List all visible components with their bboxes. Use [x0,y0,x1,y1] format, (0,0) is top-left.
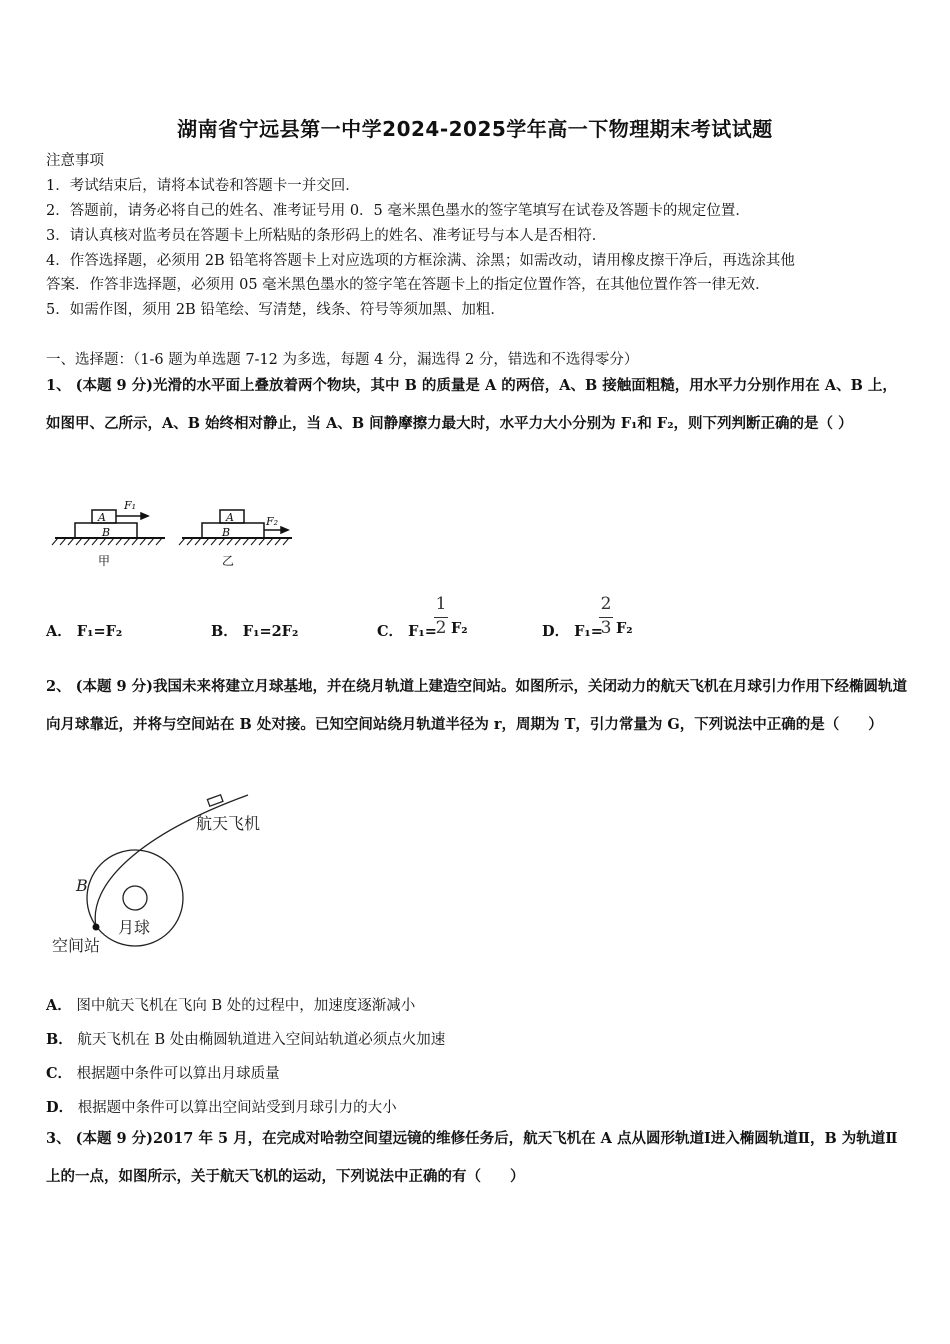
question-3-text: 3、 (本题 9 分)2017 年 5 月，在完成对哈勃空间望远镜的维修任务后，航天飞机在 A 点从圆形轨道Ⅰ进入椭圆轨道Ⅱ，B 为轨道Ⅱ上的一点，如图所示，关于航天飞机的运动，下列说法中正确的有（ ） [46,1130,898,1185]
notice-item: 2．答题前，请务必将自己的姓名、准考证号用 0．5 毫米黑色墨水的签字笔填写在试卷及答题卡的规定位置． [46,203,750,219]
label-a-yi: A [226,511,234,524]
label-station: 空间站 [52,936,101,955]
notice-item: 答案．作答非选择题，必须用 05 毫米黑色墨水的签字笔在答题卡上的指定位置作答，在其他位置作答一律无效． [46,277,770,293]
section-heading: 一、选择题：（1-6 题为单选题 7-12 为多选，每题 4 分，漏选得 2 分，错选和不选得零分） [46,352,639,368]
q2-option-d[interactable]: D． 根据题中条件可以算出空间站受到月球引力的大小 [46,1099,397,1116]
notice-item: 5．如需作图，须用 2B 铅笔绘、写清楚，线条、符号等须加黑、加粗． [46,302,505,318]
q1-option-d[interactable]: D． F₁= 2 3 F₂ [542,594,633,640]
q2-option-a[interactable]: A． 图中航天飞机在飞向 B 处的过程中，加速度逐渐减小 [46,997,416,1014]
label-b-yi: B [222,526,231,539]
q1-option-a[interactable]: A． F₁=F₂ [46,623,123,640]
label-b: B [76,876,88,895]
q2-option-c[interactable]: C． 根据题中条件可以算出月球质量 [46,1065,280,1082]
notice-item: 1．考试结束后，请将本试卷和答题卡一并交回． [46,178,360,194]
label-moon: 月球 [118,918,151,937]
q2-option-b[interactable]: B． 航天飞机在 B 处由椭圆轨道进入空间站轨道必须点火加速 [46,1031,446,1048]
page-title: 湖南省宁远县第一中学2024-2025学年高一下物理期末考试试题 [177,117,773,141]
question-1-text: 1、 (本题 9 分)光滑的水平面上叠放着两个物块，其中 B 的质量是 A 的两倍，A、B 接触面粗糙，用水平力分别作用在 A、B 上，如图甲、乙所示，A、B 始终相对静止，当 A、B 间静摩擦力最大时，水平力大小分别为 F₁和 F₂，则下列判断正确的是（ ） [46,377,897,432]
q1-option-b[interactable]: B． F₁=2F₂ [211,623,299,640]
q1-option-c[interactable]: C． F₁= 1 2 F₂ [377,594,468,640]
notice-item: 4．作答选择题，必须用 2B 铅笔将答题卡上对应选项的方框涂满、涂黑；如需改动，请用橡皮擦干净后，再选涂其他 [46,253,795,269]
question-2-text: 2、 (本题 9 分)我国未来将建立月球基地，并在绕月轨道上建造空间站。如图所示，关闭动力的航天飞机在月球引力作用下经椭圆轨道向月球靠近，并将与空间站在 B 处对接。已知空间站绕月轨道半径为 r，周期为 T，引力常量为 G，下列说法中正确的是（ ） [46,678,908,733]
label-f2: F₂ [266,515,279,528]
label-jia: 甲 [98,554,111,568]
figure-orbit-diagram [48,785,308,965]
label-f1: F₁ [124,499,137,512]
notice-item: 3．请认真核对监考员在答题卡上所粘贴的条形码上的姓名、准考证号与本人是否相符． [46,228,607,244]
label-a-jia: A [98,511,106,524]
figure-blocks-diagram [50,490,310,580]
label-b-jia: B [102,526,111,539]
notice-heading: 注意事项 [46,153,104,169]
label-shuttle: 航天飞机 [196,814,261,833]
label-yi: 乙 [222,554,235,568]
